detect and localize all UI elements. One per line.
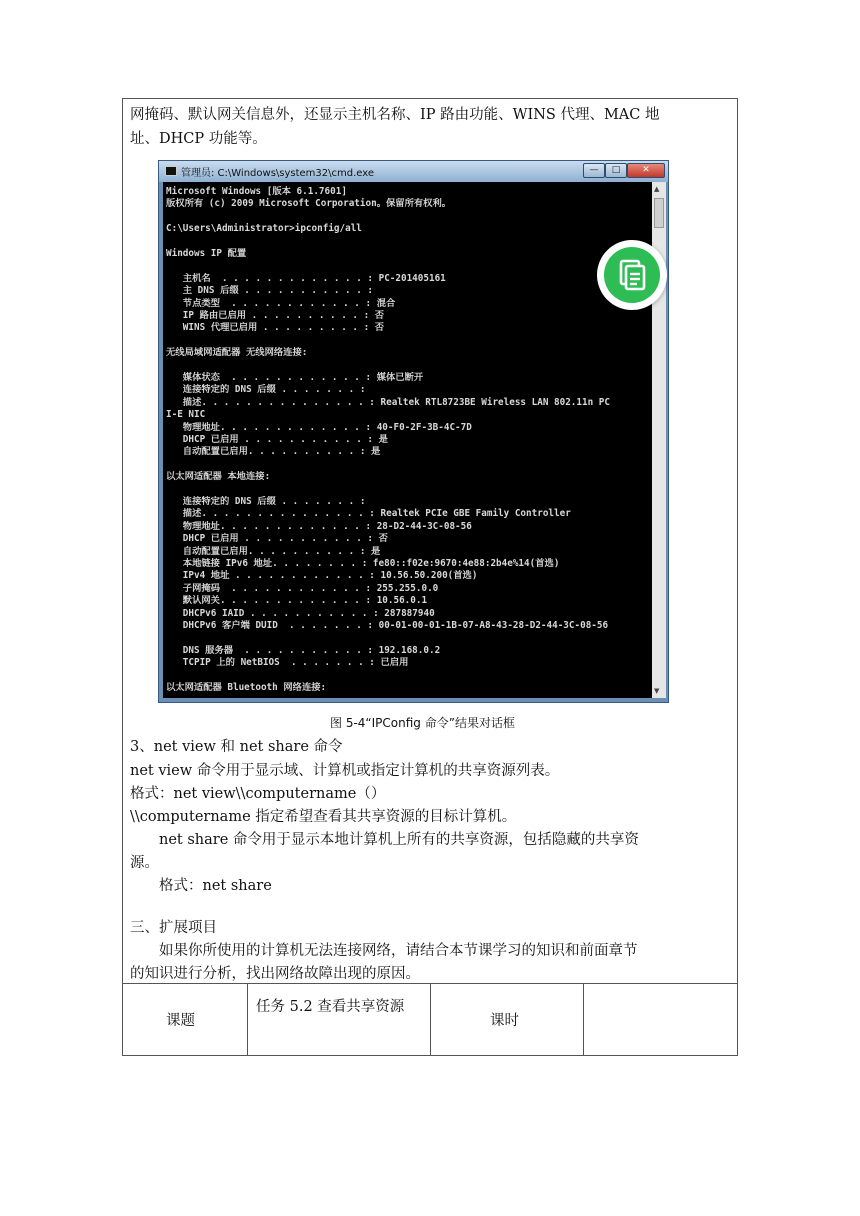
console-line: TCPIP 上的 NetBIOS . . . . . . . : 已启用 bbox=[166, 657, 409, 669]
document-badge-icon bbox=[597, 240, 667, 310]
console-line: 以太网适配器 Bluetooth 网络连接: bbox=[166, 682, 327, 693]
console-line: 子网掩码 . . . . . . . . . . . . : 255.255.0.0 bbox=[166, 582, 439, 594]
console-line: 物理地址. . . . . . . . . . . . . : 40-F0-2F-3B-4C-7D bbox=[166, 421, 472, 433]
scroll-up-icon: ▲ bbox=[654, 185, 660, 193]
format-net-share: 格式：net share bbox=[159, 878, 272, 894]
console-line: 描述. . . . . . . . . . . . . . . : Realtek RTL8723BE Wireless LAN 802.11n PC bbox=[166, 396, 610, 408]
format-net-view: 格式：net view\\computername（） bbox=[130, 786, 386, 802]
console-line: 媒体状态 . . . . . . . . . . . . : 媒体已断开 bbox=[166, 372, 424, 383]
table-label-hours: 课时 bbox=[490, 1013, 519, 1029]
console-line: 描述. . . . . . . . . . . . . . . : Realtek PCIe GBE Family Controller bbox=[166, 508, 571, 520]
console-line: IPv4 地址 . . . . . . . . . . . . : 10.56.50.200(首选) bbox=[166, 570, 478, 582]
console-line: C:\Users\Administrator>ipconfig/all bbox=[166, 223, 362, 235]
console-line: 连接特定的 DNS 后缀 . . . . . . . : bbox=[166, 496, 366, 507]
console-line: 主 DNS 后缀 . . . . . . . . . . . : bbox=[166, 285, 374, 297]
paragraph-extension: 如果你所使用的计算机无法连接网络，请结合本节课学习的知识和前面章节 bbox=[159, 943, 638, 959]
paragraph-extension-cont: 的知识进行分析，找出网络故障出现的原因。 bbox=[130, 966, 420, 982]
console-line: 物理地址. . . . . . . . . . . . . : 28-D2-44-3C-08-56 bbox=[166, 520, 472, 532]
console-line: 自动配置已启用. . . . . . . . . . : 是 bbox=[166, 545, 381, 557]
console-line: IP 路由已启用 . . . . . . . . . . : 否 bbox=[166, 310, 385, 321]
section-extension-heading: 三、扩展项目 bbox=[130, 920, 217, 936]
close-button: ✕ bbox=[627, 163, 665, 178]
cmd-window-screenshot bbox=[158, 160, 669, 703]
section3-heading: 3、net view 和 net share 命令 bbox=[130, 739, 343, 755]
figure-caption: 图 5-4“IPConfig 命令”结果对话框 bbox=[330, 716, 515, 730]
maximize-button: □ bbox=[605, 163, 627, 178]
console-line: 主机名 . . . . . . . . . . . . . : PC-201405161 bbox=[166, 272, 446, 284]
console-line: WINS 代理已启用 . . . . . . . . . : 否 bbox=[166, 322, 385, 334]
console-line: 连接特定的 DNS 后缀 . . . . . . . : bbox=[166, 384, 366, 396]
console-line: DHCPv6 客户端 DUID . . . . . . . : 00-01-00-01-1B-07-A8-43-28-D2-44-3C-08-56 bbox=[166, 620, 609, 631]
console-line: 本地链接 IPv6 地址. . . . . . . . : fe80::f02e:9670:4e88:2b4e%14(首选) bbox=[166, 558, 560, 569]
paragraph-computername: \\computername 指定希望查看其共享资源的目标计算机。 bbox=[130, 809, 517, 825]
console-line: 节点类型 . . . . . . . . . . . . : 混合 bbox=[166, 297, 396, 309]
cmd-title: 管理员: C:\Windows\system32\cmd.exe bbox=[181, 168, 375, 179]
paragraph-net-share: net share 命令用于显示本地计算机上所有的共享资源，包括隐藏的共享资 bbox=[159, 832, 639, 848]
paragraph-net-view: net view 命令用于显示域、计算机或指定计算机的共享资源列表。 bbox=[130, 763, 560, 779]
console-line: Microsoft Windows [版本 6.1.7601] bbox=[166, 186, 347, 197]
console-line: 以太网适配器 本地连接: bbox=[166, 471, 271, 483]
console-line: DHCP 已启用 . . . . . . . . . . . : 否 bbox=[166, 533, 388, 545]
console-line: 无线局域网适配器 无线网络连接: bbox=[166, 347, 308, 359]
minimize-button: — bbox=[583, 163, 605, 178]
table-divider bbox=[583, 983, 584, 1056]
table-divider bbox=[430, 983, 431, 1056]
table-divider bbox=[247, 983, 248, 1056]
console-line: 默认网关. . . . . . . . . . . . . : 10.56.0.1 bbox=[166, 595, 428, 607]
console-line: DHCPv6 IAID . . . . . . . . . . . : 287887940 bbox=[166, 607, 435, 619]
console-line: DHCP 已启用 . . . . . . . . . . . : 是 bbox=[166, 434, 388, 445]
table-label-topic: 课题 bbox=[166, 1013, 195, 1029]
intro-line-1: 网掩码、默认网关信息外，还显示主机名称、IP 路由功能、WINS 代理、MAC 地 bbox=[130, 107, 660, 123]
cmd-titlebar bbox=[159, 161, 668, 182]
paragraph-net-share-cont: 源。 bbox=[130, 855, 159, 871]
table-value-topic: 任务 5.2 查看共享资源 bbox=[256, 999, 405, 1015]
scroll-thumb bbox=[654, 198, 664, 228]
console-line: DNS 服务器 . . . . . . . . . . . : 192.168.0.2 bbox=[166, 644, 441, 656]
console-line: Windows IP 配置 bbox=[166, 248, 247, 259]
copy-document-icon bbox=[604, 247, 660, 303]
console-line: I-E NIC bbox=[166, 409, 206, 421]
cmd-console-output bbox=[163, 182, 652, 698]
console-line: 版权所有 (c) 2009 Microsoft Corporation。保留所有权利。 bbox=[166, 198, 452, 210]
scroll-down-icon: ▼ bbox=[654, 687, 660, 695]
intro-line-2: 址、DHCP 功能等。 bbox=[130, 131, 267, 147]
cmd-icon bbox=[165, 166, 177, 176]
console-line: 自动配置已启用. . . . . . . . . . : 是 bbox=[166, 446, 381, 458]
